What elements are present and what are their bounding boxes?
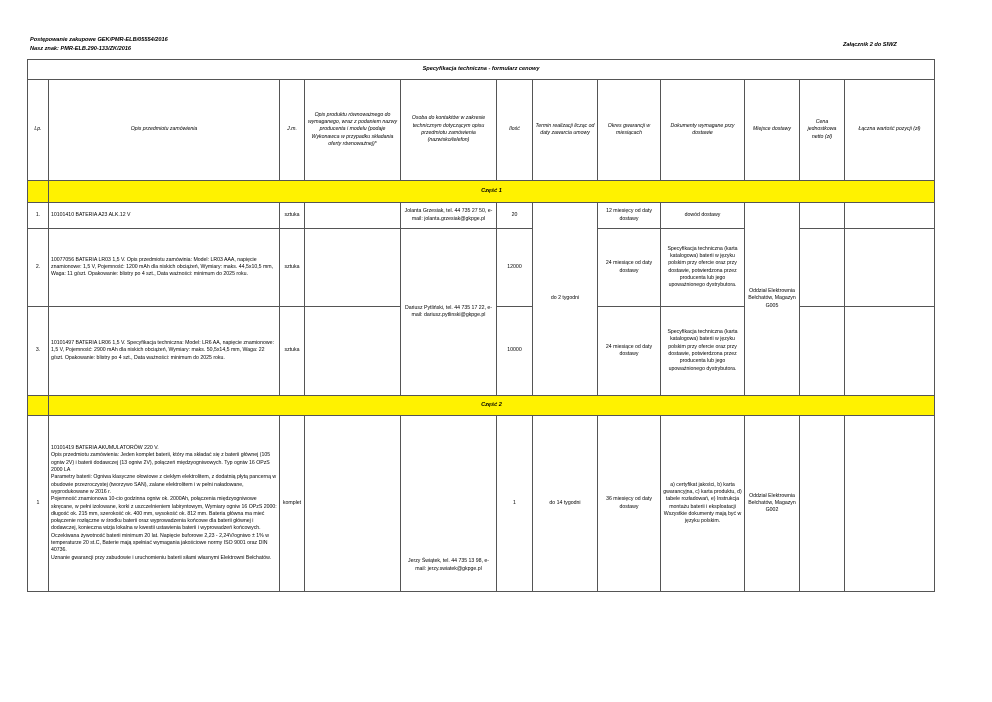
table-row <box>28 203 935 229</box>
row-contact: Jerzy Świątek, tel. 44 735 13 98, e-mail: jerzy.swiatek@gkpge.pl <box>401 416 497 592</box>
row-warranty: 24 miesiące od daty dostawy <box>598 307 661 396</box>
row-unit-price-input[interactable] <box>800 229 845 307</box>
row-equivalent-input[interactable] <box>305 229 401 307</box>
row-unit: sztuka <box>280 203 305 229</box>
row-deadline: do 14 tygodni <box>533 416 598 592</box>
row-unit-price-input[interactable] <box>800 416 845 592</box>
row-contact: Dariusz Pytliński, tel. 44 735 17 22, e-mail: dariusz.pytlinski@gkpge.pl <box>401 229 497 396</box>
row-documents: a) certyfikat jakości, b) karta gwarancyjna, c) karta produktu, d) tabele rozładowań, e) Instrukcja montażu baterii i eksploatacji Wszystkie dokumenty mają być w języku polskim. <box>661 416 745 592</box>
row-equivalent-input[interactable] <box>305 307 401 396</box>
row-documents: Specyfikacja techniczna (karta katalogowa) baterii w języku polskim przy ofercie oraz przy dostawie, potwierdzona przez producenta lub jego upoważnionego dystrybutora. <box>661 307 745 396</box>
table-row <box>28 416 935 592</box>
row-lp: 1 <box>28 416 49 592</box>
row-documents: Specyfikacja techniczna (karta katalogowa) baterii w języku polskim przy ofercie oraz przy dostawie, potwierdzona przez producenta lub jego upoważnionego dystrybutora. <box>661 229 745 307</box>
proceeding-number: Postępowanie zakupowe GEK/PMR-ELB/05554/2016 <box>30 37 168 43</box>
row-total-value-input[interactable] <box>845 416 935 592</box>
col-header-lp: Lp. <box>28 80 49 181</box>
row-equivalent-input[interactable] <box>305 416 401 592</box>
row-quantity: 20 <box>497 203 533 229</box>
row-total-value-input[interactable] <box>845 307 935 396</box>
section-lp-cell <box>28 181 49 203</box>
col-header-deadline: Termin realizacji licząc od daty zawarcia umowy <box>533 80 598 181</box>
row-unit-price-input[interactable] <box>800 203 845 229</box>
row-description <box>49 416 280 592</box>
row-deadline: do 2 tygodni <box>533 203 598 396</box>
col-header-contact: Osoba do kontaktów w zakresie technicznym dotyczącym opisu przedmiotu zamówienia (nazwisko/telefon) <box>401 80 497 181</box>
row-quantity: 10000 <box>497 307 533 396</box>
row-lp: 1. <box>28 203 49 229</box>
row-total-value-input[interactable] <box>845 203 935 229</box>
attachment-label: Załącznik 2 do SIWZ <box>843 42 897 48</box>
section-part-1: Część 1 <box>49 181 935 203</box>
row-delivery-place: Oddział Elektrownia Bełchatów, Magazyn G005 <box>745 203 800 396</box>
col-header-opis: Opis przedmiotu zamówienia <box>49 80 280 181</box>
row-unit-price-input[interactable] <box>800 307 845 396</box>
row-delivery-place: Oddział Elektrownia Bełchatów, Magazyn G002 <box>745 416 800 592</box>
row-description: 10101410 BATERIA A23 ALK.12 V <box>49 203 280 229</box>
row-documents: dowód dostawy <box>661 203 745 229</box>
row-warranty: 12 miesięcy od daty dostawy <box>598 203 661 229</box>
row-unit: komplet <box>280 416 305 592</box>
row-equivalent-input[interactable] <box>305 203 401 229</box>
row-warranty: 36 miesięcy od daty dostawy <box>598 416 661 592</box>
row-description: 10101497 BATERIA LR06 1,5 V. Specyfikacja techniczna: Model: LR6 AA, napięcie znamionowe: 1,5 V, Pojemność: 2900 mAh dla niskich obciążeń, Wymiary: maks. 50,5x14,5 mm, Waga: 22 g/szt. Opakowanie: blistry po 4 szt., Data ważności: minimum do 2025 roku. <box>49 307 280 396</box>
price-specification-table <box>27 59 935 592</box>
row-quantity: 12000 <box>497 229 533 307</box>
row-unit: sztuka <box>280 229 305 307</box>
row-lp: 2. <box>28 229 49 307</box>
row-description-title: 10101419 BATERIA AKUMULATORÓW 220 V. <box>51 445 159 452</box>
section-part-2: Część 2 <box>49 396 935 416</box>
col-header-total-value: Łączna wartość pozycji (zł) <box>845 80 935 181</box>
row-lp: 3. <box>28 307 49 396</box>
col-header-quantity: Ilość <box>497 80 533 181</box>
table-title: Specyfikacja techniczna - formularz cenowy <box>28 60 935 80</box>
row-quantity: 1 <box>497 416 533 592</box>
reference-number: Nasz znak: PMR-ELB.290-133/ZK/2016 <box>30 46 132 52</box>
col-header-equivalent: Opis produktu równoważnego do wymaganego, wraz z podaniem nazwy producenta i modelu (podaje Wykonawca w przypadku składania oferty równoważnej)* <box>305 80 401 181</box>
col-header-unit-price: Cena jednostkowa netto (zł) <box>800 80 845 181</box>
row-total-value-input[interactable] <box>845 229 935 307</box>
col-header-documents: Dokumenty wymagane przy dostawie <box>661 80 745 181</box>
row-warranty: 24 miesiące od daty dostawy <box>598 229 661 307</box>
row-unit: sztuka <box>280 307 305 396</box>
col-header-delivery-place: Miejsce dostawy <box>745 80 800 181</box>
col-header-jm: J.m. <box>280 80 305 181</box>
section-lp-cell <box>28 396 49 416</box>
row-description-body: Opis przedmiotu zamówienia: Jeden komplet baterii, który ma składać się z baterii głównej (105 ogniw 2V) i baterii dodawczej (13 ogniw 2V), połączeń międzyogniwowych. Typ ogniw 16 OPzS 2000 LA Parametry baterii: Ogniwa klasyczne ołowiowe z ciekłym elektrolitem, z dodatnią płytą pancerną w obudowie przezroczystej (tworzywo SAN), zalane elektrolitem i w pełni naładowane, wyprodukowane w 2016 r. Pojemność znamionowa 10-cio godzinna ogniw ok. 2000Ah, połączenia międzyogniwowe skręcane, w pełni izolowane, korki z uszczelnieniem labiryntowym, Wymiary ogniw 16 OPzS 2000: długość ok. 215 mm, szerokość ok. 400 mm, wysokość ok. 812 mm. Bateria główna ma mieć połączenie rozłączne w środku baterii oraz wyprowadzenia końcowe dla baterii głównej i dodawczej, konieczna wizja lokalna w kwestii ustawienia baterii i wyprowadzeń końcowych. Oczekiwana żywotność baterii minimum 20 lat. Napięcie buforowe 2,23 - 2,24V/ogniwo ± 1% w temperaturze 20 st.C, Baterie mają spełniać wymagania jakościowe normy ISO 9001 oraz DIN 40736. Uznanie gwarancji przy zabudowie i uruchomieniu baterii siłami własnymi Elektrowni Bełchatów. <box>51 452 277 561</box>
col-header-warranty: Okres gwarancji w miesiącach <box>598 80 661 181</box>
row-contact: Jolanta Grzesiak, tel. 44 735 27 50, e-mail: jolanta.grzesiak@gkpge.pl <box>401 203 497 229</box>
row-description: 10077056 BATERIA LR03 1,5 V. Opis przedmiotu zamówinia: Model: LR03 AAA, napięcie znamionowe: 1,5 V, Pojemność: 1200 mAh dla niskich obciążeń, Wymiary: maks. 44,5x10,5 mm, Waga: 11 g/szt. Opakowanie: blistry po 4 szt., Data ważności: minimum do 2025 roku. <box>49 229 280 307</box>
